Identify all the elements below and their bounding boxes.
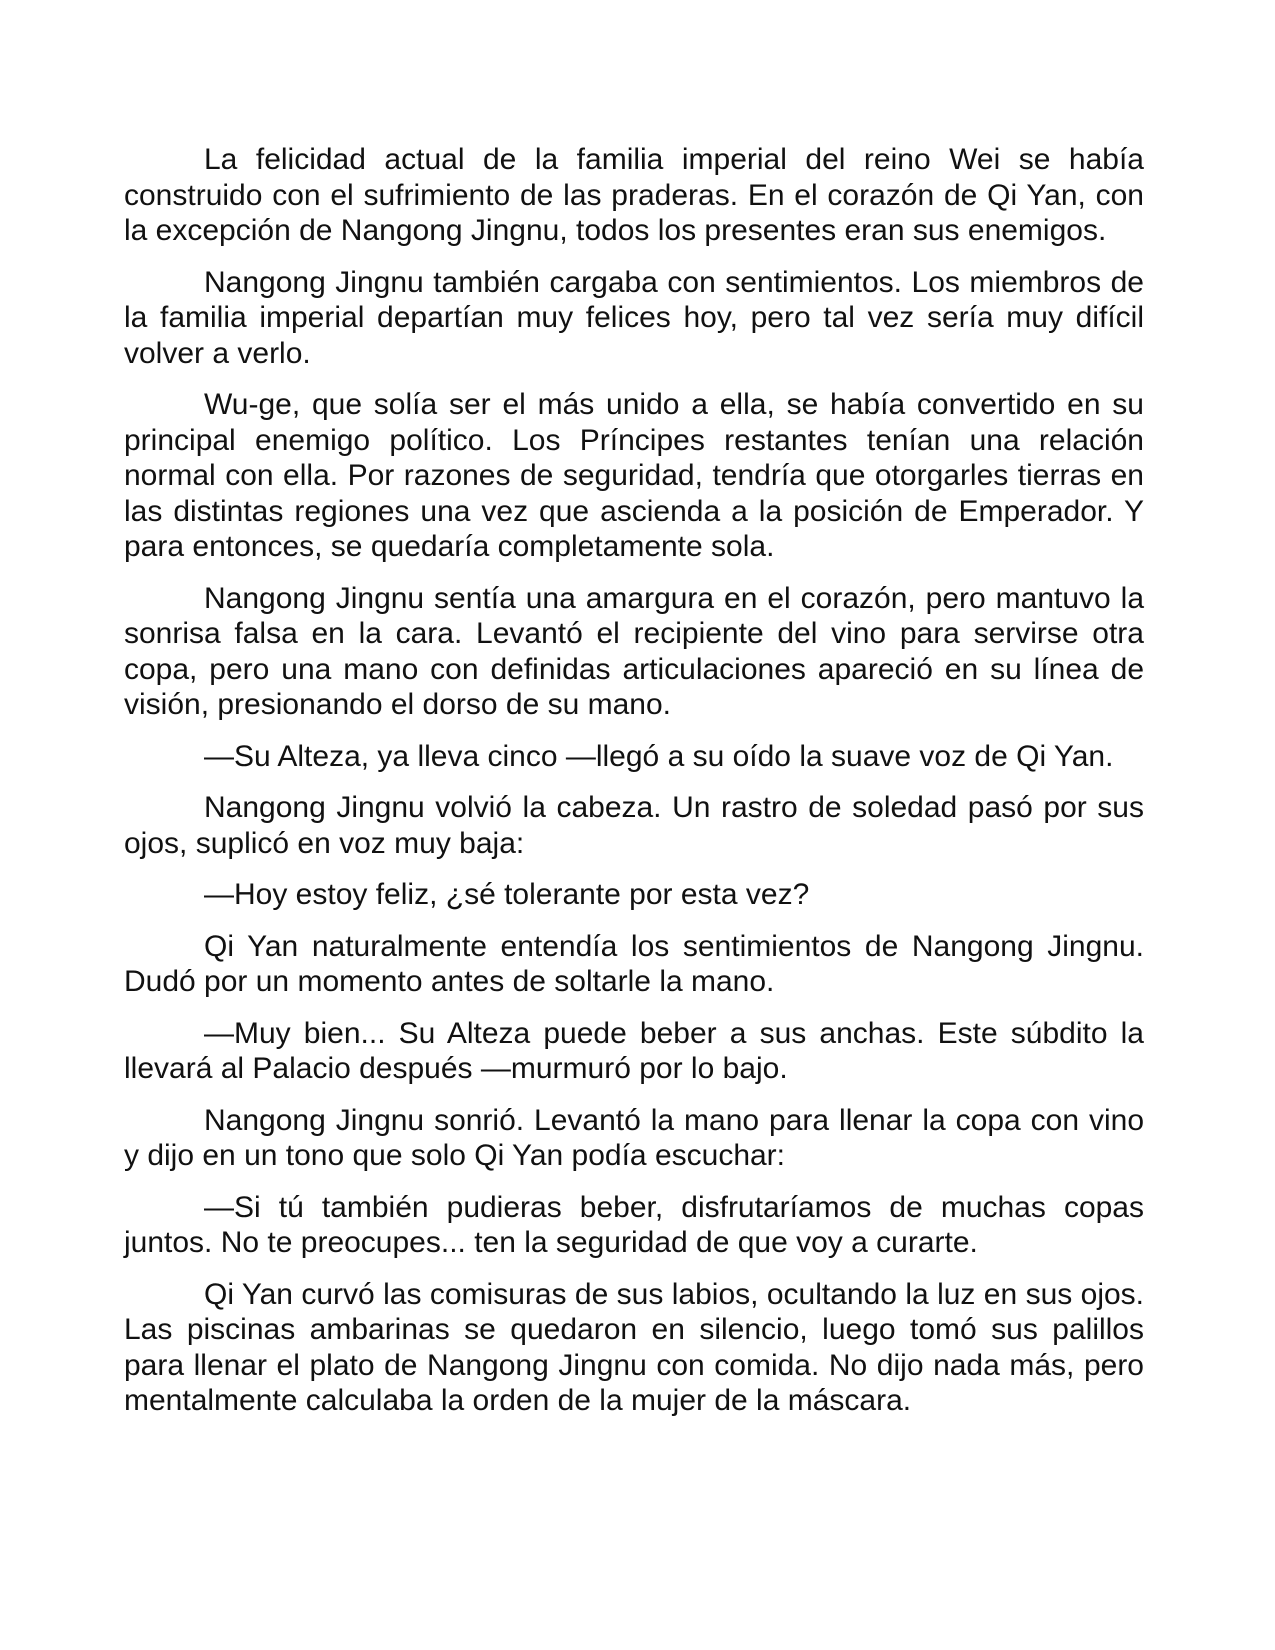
- paragraph: Nangong Jingnu sentía una amargura en el corazón, pero mantuvo la sonrisa falsa en la cara. Levantó el recipiente del vino para servirse otra copa, pero una mano con definidas articulaciones apareció en su línea de visión, presionando el dorso de su mano.: [124, 581, 1144, 721]
- body-text: [124, 142, 1144, 1435]
- paragraph: —Muy bien... Su Alteza puede beber a sus anchas. Este súbdito la llevará al Palacio después —murmuró por lo bajo.: [124, 1016, 1144, 1085]
- paragraph: Wu-ge, que solía ser el más unido a ella, se había convertido en su principal enemigo político. Los Príncipes restantes tenían una relación normal con ella. Por razones de seguridad, tendría que otorgarles tierras en las distintas regiones una vez que ascienda a la posición de Emperador. Y para entonces, se quedaría completamente sola.: [124, 388, 1144, 563]
- paragraph: Qi Yan curvó las comisuras de sus labios, ocultando la luz en sus ojos. Las piscinas ambarinas se quedaron en silencio, luego tomó sus palillos para llenar el plato de Nangong Jingnu con comida. No dijo nada más, pero mentalmente calculaba la orden de la mujer de la máscara.: [124, 1277, 1144, 1417]
- paragraph: —Si tú también pudieras beber, disfrutaríamos de muchas copas juntos. No te preocupes... ten la seguridad de que voy a curarte.: [124, 1190, 1144, 1259]
- paragraph: Nangong Jingnu volvió la cabeza. Un rastro de soledad pasó por sus ojos, suplicó en voz muy baja:: [124, 791, 1144, 860]
- paragraph: Nangong Jingnu sonrió. Levantó la mano para llenar la copa con vino y dijo en un tono que solo Qi Yan podía escuchar:: [124, 1103, 1144, 1172]
- paragraph: Nangong Jingnu también cargaba con sentimientos. Los miembros de la familia imperial departían muy felices hoy, pero tal vez sería muy difícil volver a verlo.: [124, 265, 1144, 370]
- paragraph: —Hoy estoy feliz, ¿sé tolerante por esta vez?: [204, 878, 810, 911]
- paragraph: —Su Alteza, ya lleva cinco —llegó a su oído la suave voz de Qi Yan.: [204, 739, 1114, 773]
- paragraph: La felicidad actual de la familia imperial del reino Wei se había construido con el sufrimiento de las praderas. En el corazón de Qi Yan, con la excepción de Nangong Jingnu, todos los presentes eran sus enemigos.: [124, 143, 1144, 247]
- paragraph: Qi Yan naturalmente entendía los sentimientos de Nangong Jingnu. Dudó por un momento antes de soltarle la mano.: [124, 929, 1144, 998]
